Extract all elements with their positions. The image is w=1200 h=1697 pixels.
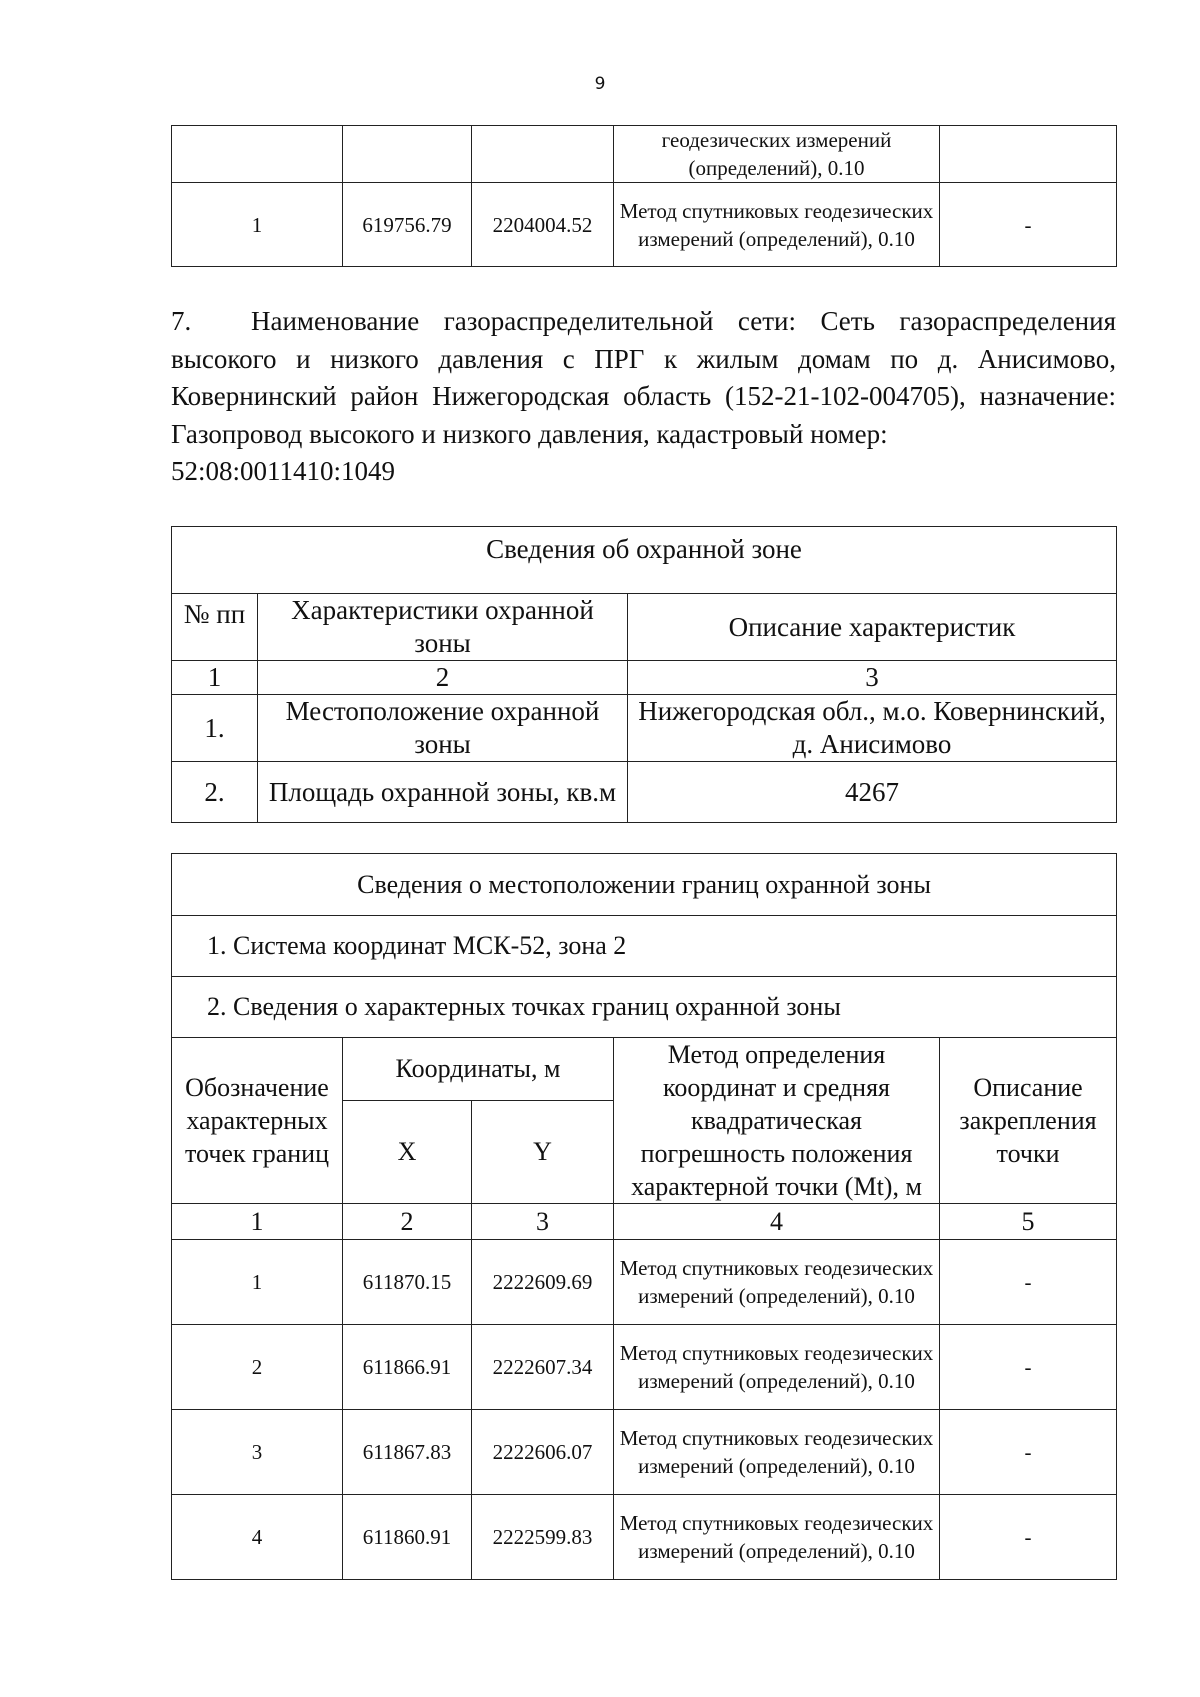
characteristic: Местоположение охранной зоны [258, 695, 628, 762]
column-header: Описание закрепления точки [940, 1038, 1117, 1204]
description-cell: - [940, 1240, 1117, 1325]
column-header: X [343, 1100, 472, 1203]
method-cell: Метод спутниковых геодезических измерений (определений), 0.10 [614, 1325, 940, 1410]
top-coordinates-table [171, 125, 1117, 267]
cell [472, 126, 614, 183]
coordinate-system-row [172, 916, 1117, 977]
paragraph-text: Наименование газораспределительной сети: Сеть газораспределения высокого и низкого давления с ПРГ к жилым домам по д. Анисимово, Ковернинский район Нижегородская область (152-21-102-004705), назначение: Газопровод высокого и низкого давления, кадастровый номер: [171, 306, 1116, 449]
table-row [172, 1495, 1117, 1580]
column-number: 3 [472, 1204, 614, 1240]
column-number: 5 [940, 1204, 1117, 1240]
row-number: 2. [172, 762, 258, 823]
column-number-row [172, 661, 1117, 695]
x-coordinate: 611867.83 [343, 1410, 472, 1495]
column-header: Координаты, м [343, 1038, 614, 1101]
zone-table-title: Сведения об охранной зоне [172, 527, 1117, 594]
boundary-coordinates-table [171, 853, 1117, 1580]
cell [343, 126, 472, 183]
table-row [172, 183, 1117, 267]
column-number: 1 [172, 1204, 343, 1240]
method-cell: Метод спутниковых геодезических измерений (определений), 0.10 [614, 1410, 940, 1495]
y-coordinate: 2222607.34 [472, 1325, 614, 1410]
column-header: Обозначение характерных точек границ [172, 1038, 343, 1204]
column-header: Описание характеристик [628, 594, 1117, 661]
description-cell: - [940, 183, 1117, 267]
table-header-row [172, 1038, 1117, 1101]
table-row [172, 1240, 1117, 1325]
description-cell: - [940, 1410, 1117, 1495]
page-number: 9 [594, 74, 606, 94]
protection-zone-table [171, 526, 1117, 823]
coordinate-system: 1. Система координат МСК-52, зона 2 [172, 916, 1117, 977]
table-header-row [172, 594, 1117, 661]
characteristic-description: Нижегородская обл., м.о. Ковернинский, д. Анисимово [628, 695, 1117, 762]
column-header: Характеристики охранной зоны [258, 594, 628, 661]
column-number: 4 [614, 1204, 940, 1240]
coord-table-title: Сведения о местоположении границ охранной зоны [172, 854, 1117, 916]
x-coordinate: 619756.79 [343, 183, 472, 267]
table-row [172, 695, 1117, 762]
method-cell: Метод спутниковых геодезических измерений (определений), 0.10 [614, 1495, 940, 1580]
method-cell: Метод спутниковых геодезических измерений (определений), 0.10 [614, 1240, 940, 1325]
characteristic-description: 4267 [628, 762, 1117, 823]
column-number: 3 [628, 661, 1117, 695]
row-number: 1. [172, 695, 258, 762]
column-header: № пп [172, 594, 258, 661]
column-number: 1 [172, 661, 258, 695]
point-number: 2 [172, 1325, 343, 1410]
cell [172, 126, 343, 183]
point-number: 1 [172, 183, 343, 267]
x-coordinate: 611866.91 [343, 1325, 472, 1410]
cell [940, 126, 1117, 183]
x-coordinate: 611870.15 [343, 1240, 472, 1325]
table-row [172, 1410, 1117, 1495]
y-coordinate: 2222599.83 [472, 1495, 614, 1580]
method-cell: Метод спутниковых геодезических измерений (определений), 0.10 [614, 183, 940, 267]
y-coordinate: 2222609.69 [472, 1240, 614, 1325]
table-title-row [172, 527, 1117, 594]
characteristic: Площадь охранной зоны, кв.м [258, 762, 628, 823]
column-header: Y [472, 1100, 614, 1203]
table-row [172, 762, 1117, 823]
section-paragraph [171, 303, 1116, 491]
point-number: 4 [172, 1495, 343, 1580]
paragraph-number: 7. [171, 306, 192, 336]
column-number-row [172, 1204, 1117, 1240]
table-title-row [172, 854, 1117, 916]
x-coordinate: 611860.91 [343, 1495, 472, 1580]
table-row [172, 126, 1117, 183]
method-cell: геодезических измерений (определений), 0.10 [614, 126, 940, 183]
description-cell: - [940, 1495, 1117, 1580]
y-coordinate: 2222606.07 [472, 1410, 614, 1495]
cadastral-number: 52:08:0011410:1049 [171, 456, 396, 486]
y-coordinate: 2204004.52 [472, 183, 614, 267]
point-number: 1 [172, 1240, 343, 1325]
column-number: 2 [343, 1204, 472, 1240]
point-number: 3 [172, 1410, 343, 1495]
table-row [172, 1325, 1117, 1410]
points-title-row [172, 977, 1117, 1038]
description-cell: - [940, 1325, 1117, 1410]
points-title: 2. Сведения о характерных точках границ охранной зоны [172, 977, 1117, 1038]
column-header: Метод определения координат и средняя квадратическая погрешность положения характерной точки (Mt), м [614, 1038, 940, 1204]
column-number: 2 [258, 661, 628, 695]
